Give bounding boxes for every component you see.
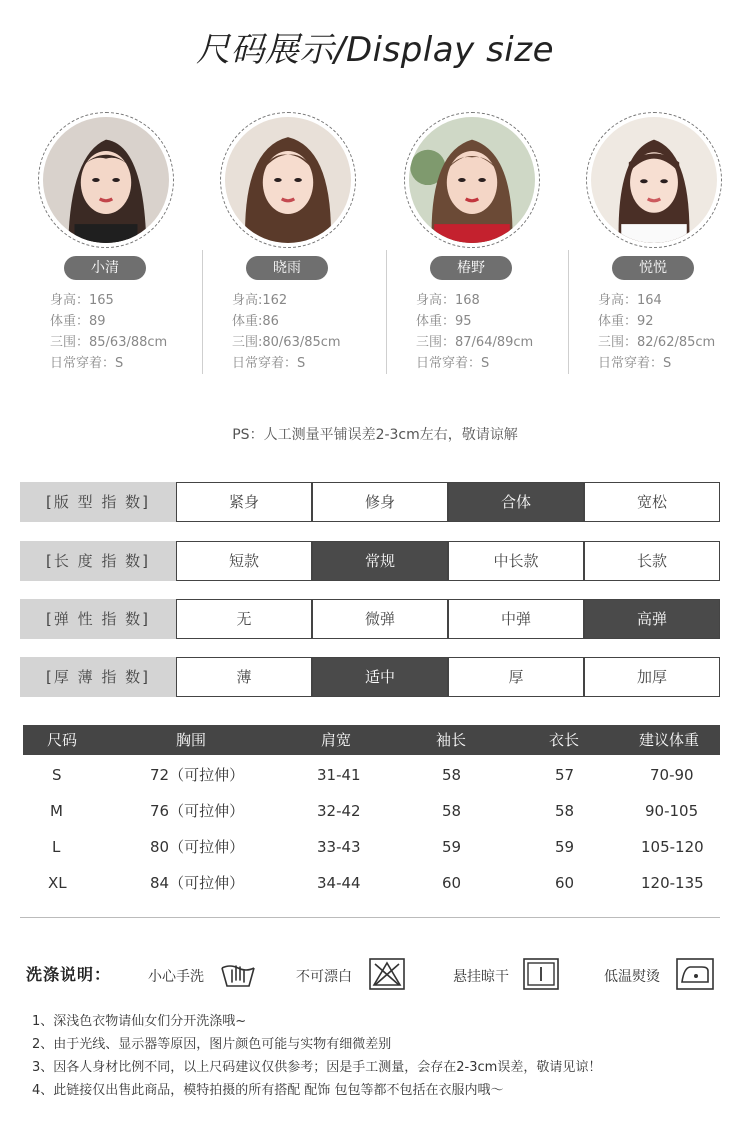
cell-shoulder: 32-42	[317, 802, 361, 820]
cell-length: 60	[555, 874, 575, 892]
model-section	[20, 108, 740, 371]
index-option: 微弹	[312, 599, 448, 639]
model-size: 日常穿着：S	[232, 356, 306, 371]
model-photo	[586, 112, 722, 248]
index-option-selected: 适中	[312, 657, 448, 697]
model-stats	[416, 290, 533, 374]
index-row-elasticity	[20, 599, 720, 639]
cell-weight: 105-120	[641, 838, 704, 856]
cell-weight: 70-90	[650, 766, 694, 784]
model-name: 晓雨	[246, 256, 328, 280]
model-weight: 体重:86	[232, 314, 279, 329]
table-row	[23, 865, 720, 901]
cell-size: L	[52, 838, 61, 856]
model-measurements: 三围：82/62/85cm	[598, 335, 716, 350]
model-height: 身高：168	[416, 293, 480, 308]
cell-length: 58	[555, 802, 575, 820]
header-shoulder: 肩宽	[321, 731, 352, 749]
cell-chest: 72（可拉伸）	[150, 766, 245, 784]
header-sleeve: 袖长	[436, 731, 467, 749]
cell-chest: 84（可拉伸）	[150, 874, 245, 892]
table-row	[23, 829, 720, 865]
index-option-selected: 常规	[312, 541, 448, 581]
table-row	[23, 757, 720, 793]
care-instructions	[26, 958, 726, 990]
index-option: 中弹	[448, 599, 584, 639]
cell-length: 57	[555, 766, 575, 784]
iron-low-icon	[676, 958, 714, 994]
index-option: 无	[176, 599, 312, 639]
hang-dry-icon	[523, 958, 559, 994]
index-row-fit	[20, 482, 720, 522]
header-length: 衣长	[549, 731, 580, 749]
cell-chest: 80（可拉伸）	[150, 838, 245, 856]
index-option: 紧身	[176, 482, 312, 522]
model-height: 身高：164	[598, 293, 662, 308]
index-row-length	[20, 541, 720, 581]
cell-sleeve: 59	[442, 838, 462, 856]
cell-sleeve: 58	[442, 802, 462, 820]
model-photo	[404, 112, 540, 248]
no-bleach-icon	[369, 958, 405, 994]
model-weight: 体重：92	[598, 314, 654, 329]
cell-shoulder: 31-41	[317, 766, 361, 784]
page-title: 尺码展示/Display size	[195, 30, 554, 70]
cell-shoulder: 34-44	[317, 874, 361, 892]
cell-size: XL	[48, 874, 67, 892]
index-option-selected: 高弹	[584, 599, 720, 639]
model-stats	[598, 290, 715, 374]
cell-size: M	[50, 802, 63, 820]
index-label: [弹 性 指 数]	[20, 599, 176, 639]
model-measurements: 三围:80/63/85cm	[232, 335, 341, 350]
cell-shoulder: 33-43	[317, 838, 361, 856]
care-label: 小心手洗	[148, 969, 204, 985]
index-option: 厚	[448, 657, 584, 697]
model-size: 日常穿着：S	[598, 356, 672, 371]
index-option: 修身	[312, 482, 448, 522]
measurement-note: PS：人工测量平铺误差2-3cm左右，敬请谅解	[232, 427, 518, 443]
model-size: 日常穿着：S	[50, 356, 124, 371]
note-item: 2、由于光线、显示器等原因，图片颜色可能与实物有细微差别	[32, 1037, 392, 1052]
cell-length: 59	[555, 838, 575, 856]
index-option: 加厚	[584, 657, 720, 697]
care-title: 洗涤说明：	[26, 965, 112, 984]
model-measurements: 三围：87/64/89cm	[416, 335, 534, 350]
header-size: 尺码	[47, 731, 78, 749]
table-row	[23, 793, 720, 829]
index-option: 中长款	[448, 541, 584, 581]
size-table-header	[23, 725, 720, 755]
note-item: 1、深浅色衣物请仙女们分开洗涤哦~	[32, 1014, 247, 1029]
model-portrait-icon	[43, 117, 169, 243]
model-weight: 体重：95	[416, 314, 472, 329]
care-label: 不可漂白	[296, 969, 352, 985]
index-option-selected: 合体	[448, 482, 584, 522]
care-label: 悬挂晾干	[453, 969, 509, 985]
model-height: 身高:162	[232, 293, 288, 308]
header-chest: 胸围	[176, 731, 207, 749]
model-name: 椿野	[430, 256, 512, 280]
index-option: 宽松	[584, 482, 720, 522]
model-photo	[220, 112, 356, 248]
model-stats	[232, 290, 341, 374]
model-name: 悦悦	[612, 256, 694, 280]
model-portrait-icon	[409, 117, 535, 243]
model-card	[202, 108, 382, 371]
model-card	[568, 108, 748, 371]
index-option: 长款	[584, 541, 720, 581]
note-item: 4、此链接仅出售此商品，模特拍摄的所有搭配 配饰 包包等都不包括在衣服内哦～	[32, 1083, 504, 1098]
index-option: 短款	[176, 541, 312, 581]
model-name: 小清	[64, 256, 146, 280]
cell-size: S	[52, 766, 62, 784]
model-size: 日常穿着：S	[416, 356, 490, 371]
model-measurements: 三围：85/63/88cm	[50, 335, 168, 350]
cell-sleeve: 60	[442, 874, 462, 892]
model-card	[20, 108, 200, 371]
cell-weight: 90-105	[645, 802, 699, 820]
model-portrait-icon	[591, 117, 717, 243]
notes	[32, 1010, 732, 1102]
cell-weight: 120-135	[641, 874, 704, 892]
care-label: 低温熨烫	[604, 969, 660, 985]
size-table	[23, 725, 720, 901]
index-label: [版 型 指 数]	[20, 482, 176, 522]
hand-wash-icon	[218, 958, 258, 994]
header-weight: 建议体重	[639, 731, 700, 749]
cell-chest: 76（可拉伸）	[150, 802, 245, 820]
model-photo	[38, 112, 174, 248]
model-stats	[50, 290, 167, 374]
model-card	[386, 108, 566, 371]
model-portrait-icon	[225, 117, 351, 243]
index-label: [厚 薄 指 数]	[20, 657, 176, 697]
model-height: 身高：165	[50, 293, 114, 308]
cell-sleeve: 58	[442, 766, 462, 784]
note-item: 3、因各人身材比例不同，以上尺码建议仅供参考；因是手工测量，会存在2-3cm误差，敬请见谅！	[32, 1060, 602, 1075]
model-weight: 体重：89	[50, 314, 106, 329]
index-row-thickness	[20, 657, 720, 697]
divider	[20, 917, 720, 918]
index-label: [长 度 指 数]	[20, 541, 176, 581]
index-option: 薄	[176, 657, 312, 697]
